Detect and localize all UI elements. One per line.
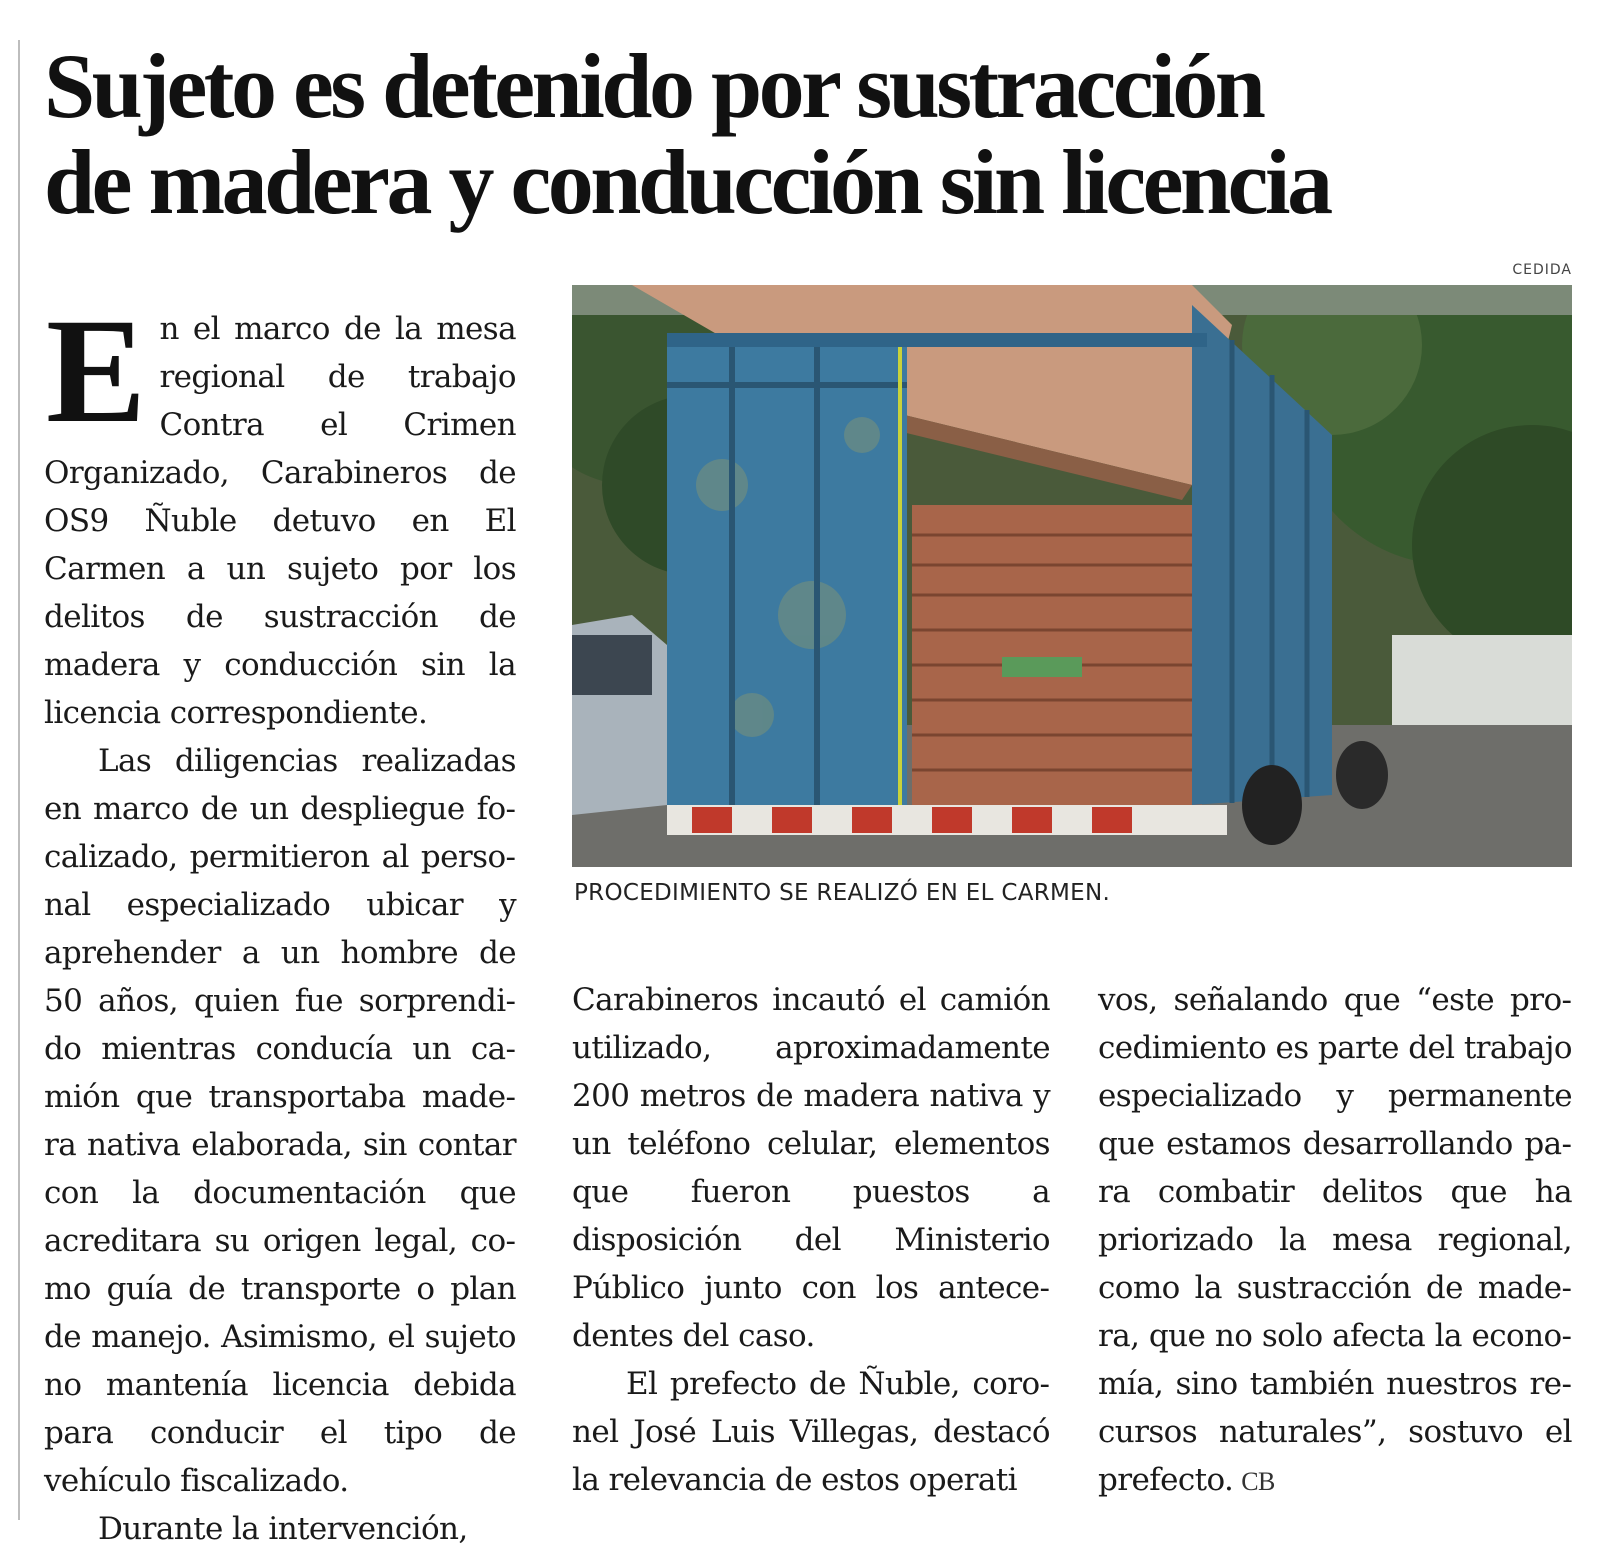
paragraph-6 [1098, 976, 1572, 1506]
paragraph-2: Las diligencias realizadas en marco de un despliegue focalizado, permitieron al personal especializado ubicar y aprehender a un hombre de 50 años, quien fue sorprendido mientras conducía un camión que transportaba madera nativa elaborada, sin contar con la documentación que acreditara su origen legal, como guía de transporte o plan de manejo. Asimismo, el sujeto no mantenía licencia debida para conducir el tipo de vehículo fiscalizado. [44, 743, 516, 1499]
article-column-3 [1098, 976, 1572, 1506]
paragraph-3: Durante la intervención, [98, 1511, 468, 1547]
article-column-2 [572, 976, 1050, 1504]
paragraph-6-text: vos, señalando que “este procedimiento es parte del trabajo especializado y permanente que estamos desarrollando para combatir delitos que ha priorizado la mesa regional, como la sustracción de madera, que no solo afecta la economía, sino también nuestros recursos naturales”, sostuvo el prefecto. [1098, 982, 1572, 1498]
paragraph-1-text: n el marco de la mesa regional de trabajo Contra el Crimen Organizado, Carabineros de OS9 Ñuble detuvo en El Carmen a un sujeto por los delitos de sustracción de madera y conducción sin la licencia correspondiente. [44, 311, 516, 731]
paragraph-5: El prefecto de Ñuble, coronel José Luis Villegas, destacó la relevancia de estos operati [572, 1366, 1050, 1498]
truck-with-timber-illustration [572, 285, 1572, 867]
paragraph-1 [44, 288, 516, 737]
photo-caption: PROCEDIMIENTO SE REALIZÓ EN EL CARMEN. [574, 880, 1111, 906]
article-photo [572, 285, 1572, 867]
column-rule [18, 40, 20, 1520]
paragraph-4: Carabineros incautó el camión utilizado, aproximadamente 200 metros de madera nativa y un teléfono celular, elementos que fueron puestos a disposición del Ministerio Público junto con los antecedentes del caso. [572, 982, 1050, 1354]
headline-line-2: de madera y conducción sin licencia [44, 131, 1330, 233]
headline [44, 35, 1544, 233]
end-of-article-mark: CB [1241, 1467, 1275, 1496]
photo-credit: CEDIDA [1512, 262, 1572, 278]
article-column-1 [44, 288, 516, 1553]
drop-cap: E [46, 288, 146, 454]
headline-line-1: Sujeto es detenido por sustracción [44, 35, 1263, 137]
